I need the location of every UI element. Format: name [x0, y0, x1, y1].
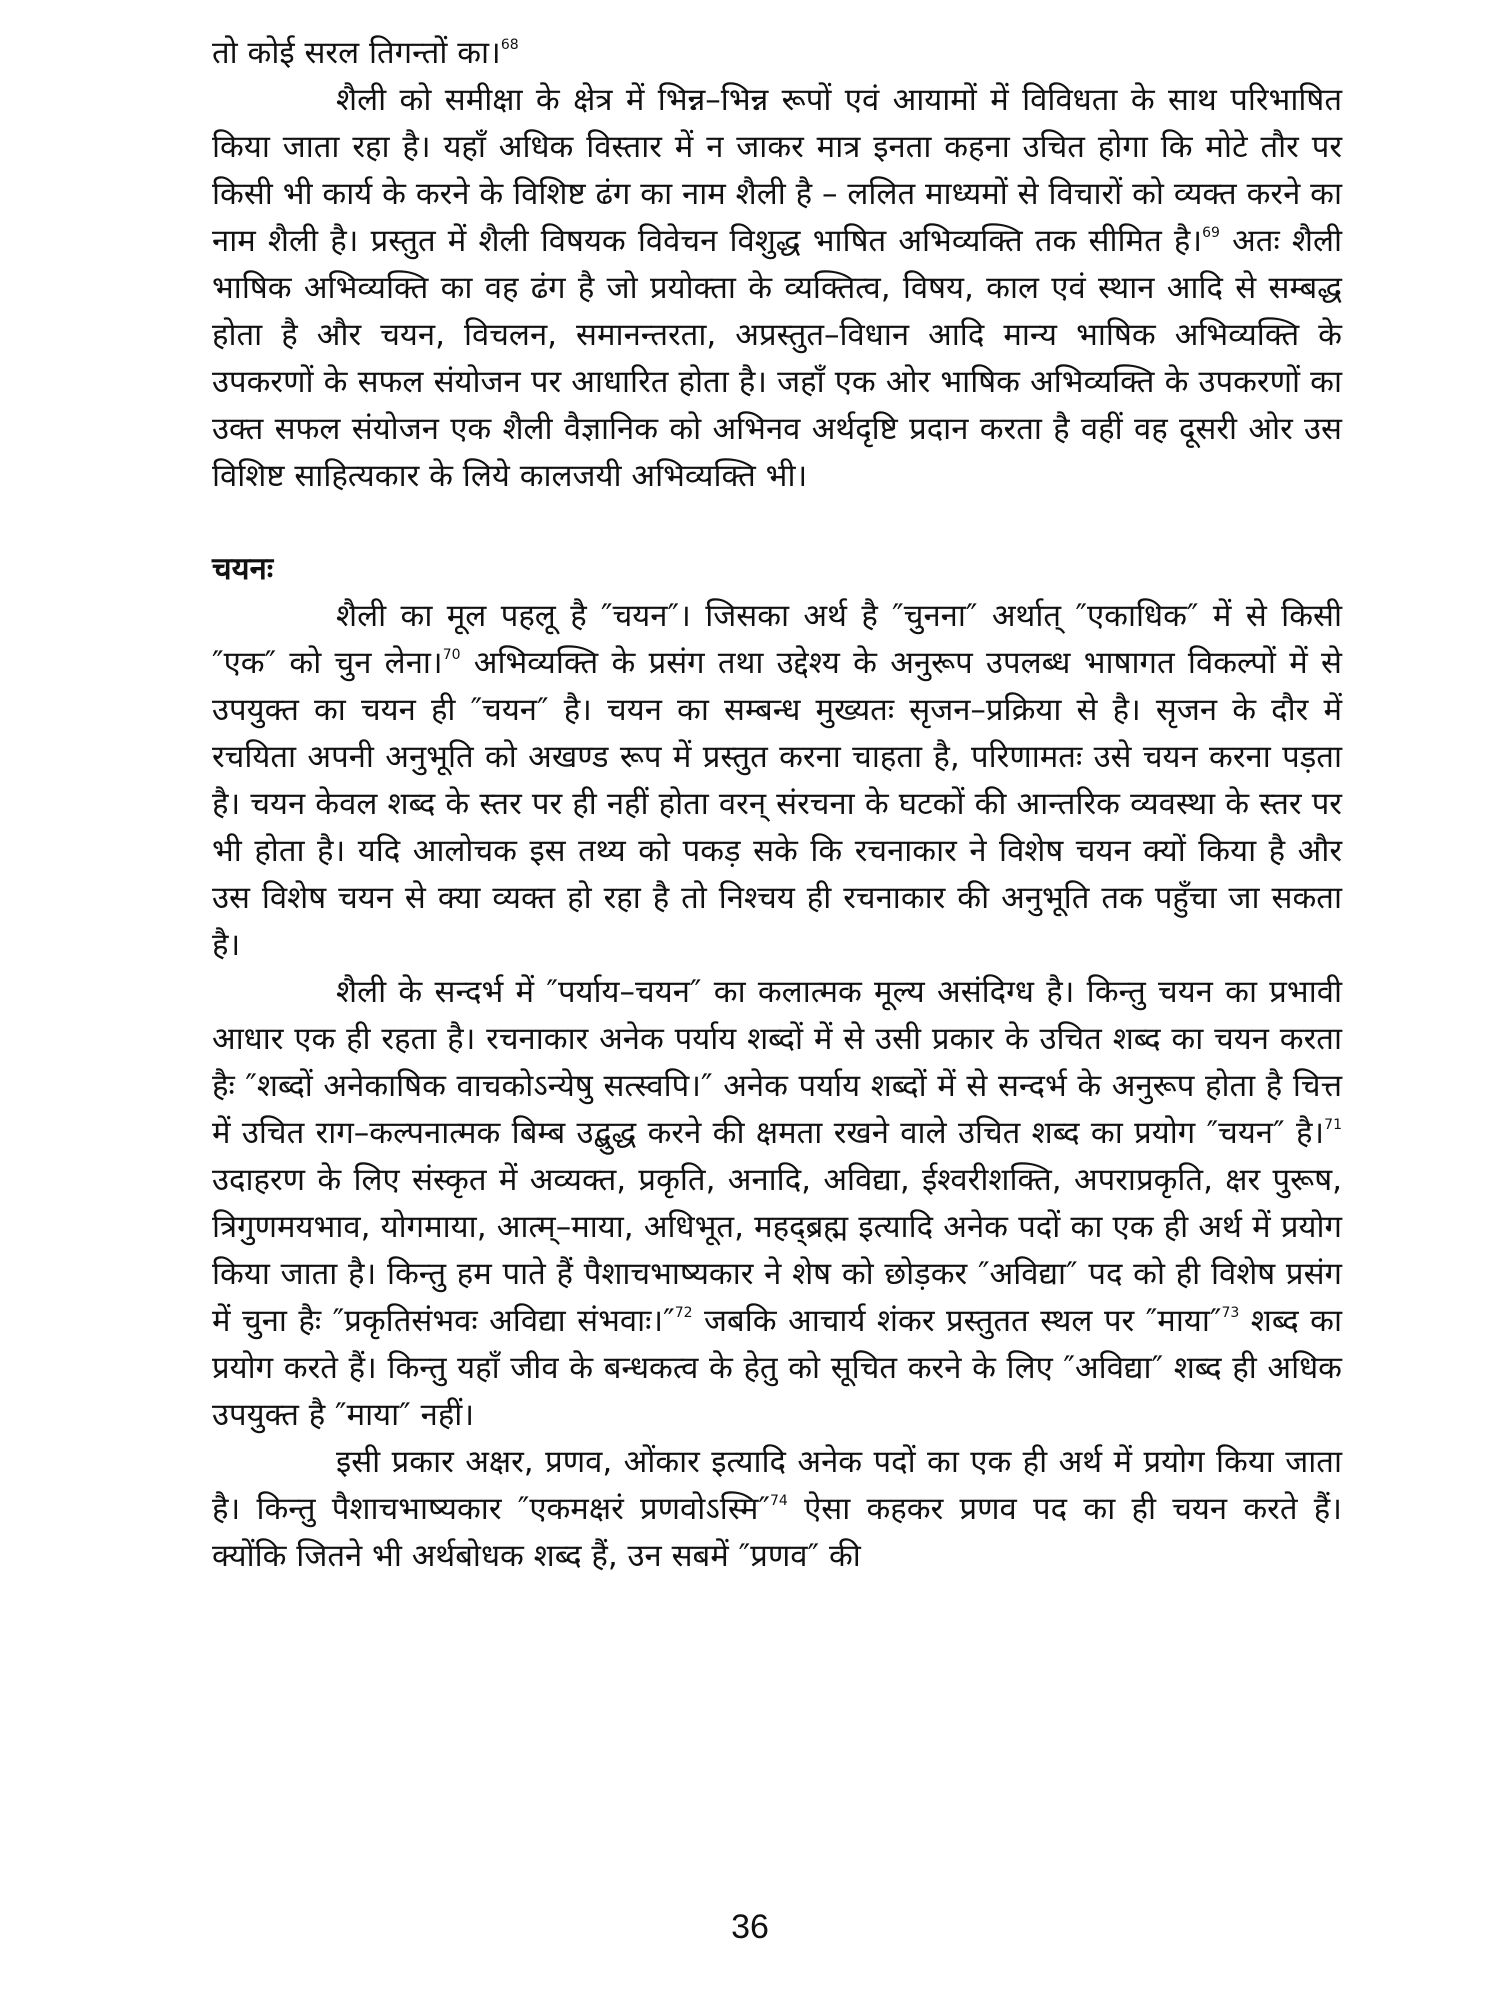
text-run: इसी प्रकार अक्षर, प्रणव, ओंकार इत्यादि अनेक पदों का एक ही अर्थ में प्रयोग किया जाता है। किन्तु पैशाचभाष्यकार ″एकमक्षरं प्रणवोऽस्मि″ [212, 1444, 1342, 1527]
footnote-ref: 70 [442, 647, 461, 663]
footnote-ref: 71 [1324, 1117, 1342, 1133]
footnote-ref: 68 [500, 37, 519, 53]
text-run: जबकि आचार्य शंकर प्रस्तुतत स्थल पर ″माया″ [692, 1303, 1222, 1339]
footnote-ref: 73 [1221, 1305, 1240, 1321]
text-run: अभिव्यक्ति के प्रसंग तथा उद्देश्य के अनुरूप उपलब्ध भाषागत विकल्पों में से उपयुक्त का चयन ही ″चयन″ है। चयन का सम्बन्ध मुख्यतः सृजन–प्रक्रिया से है। सृजन के दौर में रचयिता अपनी अनुभूति को अखण्ड रूप में प्रस्तुत करना चाहता है, परिणामतः उसे चयन करना पड़ता है। चयन केवल शब्द के स्तर पर ही नहीं होता वरन् संरचना के घटकों की आन्तरिक व्यवस्था के स्तर पर भी होता है। यदि आलोचक इस तथ्य को पकड़ सके कि रचनाकार ने विशेष चयन क्यों किया है और उस विशेष चयन से क्या व्यक्त हो रहा है तो निश्चय ही रचनाकार की अनुभूति तक पहुँचा जा सकता है। [212, 645, 1342, 963]
text-run: शैली के सन्दर्भ में ″पर्याय–चयन″ का कलात्मक मूल्य असंदिग्ध है। किन्तु चयन का प्रभावी आधार एक ही रहता है। रचनाकार अनेक पर्याय शब्दों में से उसी प्रकार के उचित शब्द का चयन करता हैः ″शब्दों अनेकाषिक वाचकोऽन्येषु सत्स्वपि।″ अनेक पर्याय शब्दों में से सन्दर्भ के अनुरूप होता है चित्त में उचित राग–कल्पनात्मक बिम्ब उद्बुद्ध करने की क्षमता रखने वाले उचित शब्द का प्रयोग ″चयन″ है। [212, 974, 1342, 1151]
paragraph-selection [212, 593, 1342, 969]
text-run: शैली का मूल पहलू है ″चयन″। जिसका अर्थ है ″चुनना″ अर्थात् ″एकाधिक″ में से किसी ″एक″ को चुन लेना। [212, 598, 1342, 681]
paragraph-synonym-selection [212, 969, 1342, 1439]
paragraph-pranava [212, 1439, 1342, 1580]
paragraph-style-definition [212, 77, 1342, 500]
text-run: शब्द का प्रयोग करते हैं। किन्तु यहाँ जीव के बन्धकत्व के हेतु को सूचित करने के लिए ″अविद्या″ शब्द ही अधिक उपयुक्त है ″माया″ नहीं। [212, 1303, 1342, 1433]
text-run: अतः शैली भाषिक अभिव्यक्ति का वह ढंग है जो प्रयोक्ता के व्यक्तित्व, विषय, काल एवं स्थान आदि से सम्बद्ध होता है और चयन, विचलन, समानन्तरता, अप्रस्तुत–विधान आदि मान्य भाषिक अभिव्यक्ति के उपकरणों के सफल संयोजन पर आधारित होता है। जहाँ एक ओर भाषिक अभिव्यक्ति के उपकरणों का उक्त सफल संयोजन एक शैली वैज्ञानिक को अभिनव अर्थदृष्टि प्रदान करता है वहीं वह दूसरी ओर उस विशिष्ट साहित्यकार के लिये कालजयी अभिव्यक्ति भी। [212, 223, 1342, 494]
text-run: शैली को समीक्षा के क्षेत्र में भिन्न–भिन्न रूपों एवं आयामों में विविधता के साथ परिभाषित किया जाता रहा है। यहाँ अधिक विस्तार में न जाकर मात्र इनता कहना उचित होगा कि मोटे तौर पर किसी भी कार्य के करने के विशिष्ट ढंग का नाम शैली है – ललित माध्यमों से विचारों को व्यक्त करने का नाम शैली है। प्रस्तुत में शैली विषयक विवेचन विशुद्ध भाषित अभिव्यक्ति तक सीमित है। [212, 82, 1342, 259]
paragraph-continuation [212, 30, 1342, 77]
section-heading: चयनः [212, 551, 274, 587]
text-run: उदाहरण के लिए संस्कृत में अव्यक्त, प्रकृति, अनादि, अविद्या, ईश्वरीशक्ति, अपराप्रकृति, क्षर पुरूष, त्रिगुणमयभाव, योगमाया, आत्म्–माया, अधिभूत, महद्ब्रह्म इत्यादि अनेक पदों का एक ही अर्थ में प्रयोग किया जाता है। किन्तु हम पाते हैं पैशाचभाष्यकार ने शेष को छोड़कर ″अविद्या″ पद को ही विशेष प्रसंग में चुना हैः ″प्रकृतिसंभवः अविद्या संभवाः।″ [212, 1162, 1342, 1339]
text-run: तो कोई सरल तिगन्तों का। [212, 35, 501, 71]
footnote-ref: 69 [1202, 225, 1220, 241]
text-run: ऐसा कहकर प्रणव पद का ही चयन करते हैं। क्योंकि जितने भी अर्थबोधक शब्द हैं, उन सबमें ″प्रणव″ की [212, 1491, 1342, 1574]
footnote-ref: 72 [674, 1305, 693, 1321]
footnote-ref: 74 [770, 1493, 788, 1509]
page-number: 36 [731, 1908, 769, 1946]
body-text [212, 30, 1342, 1580]
